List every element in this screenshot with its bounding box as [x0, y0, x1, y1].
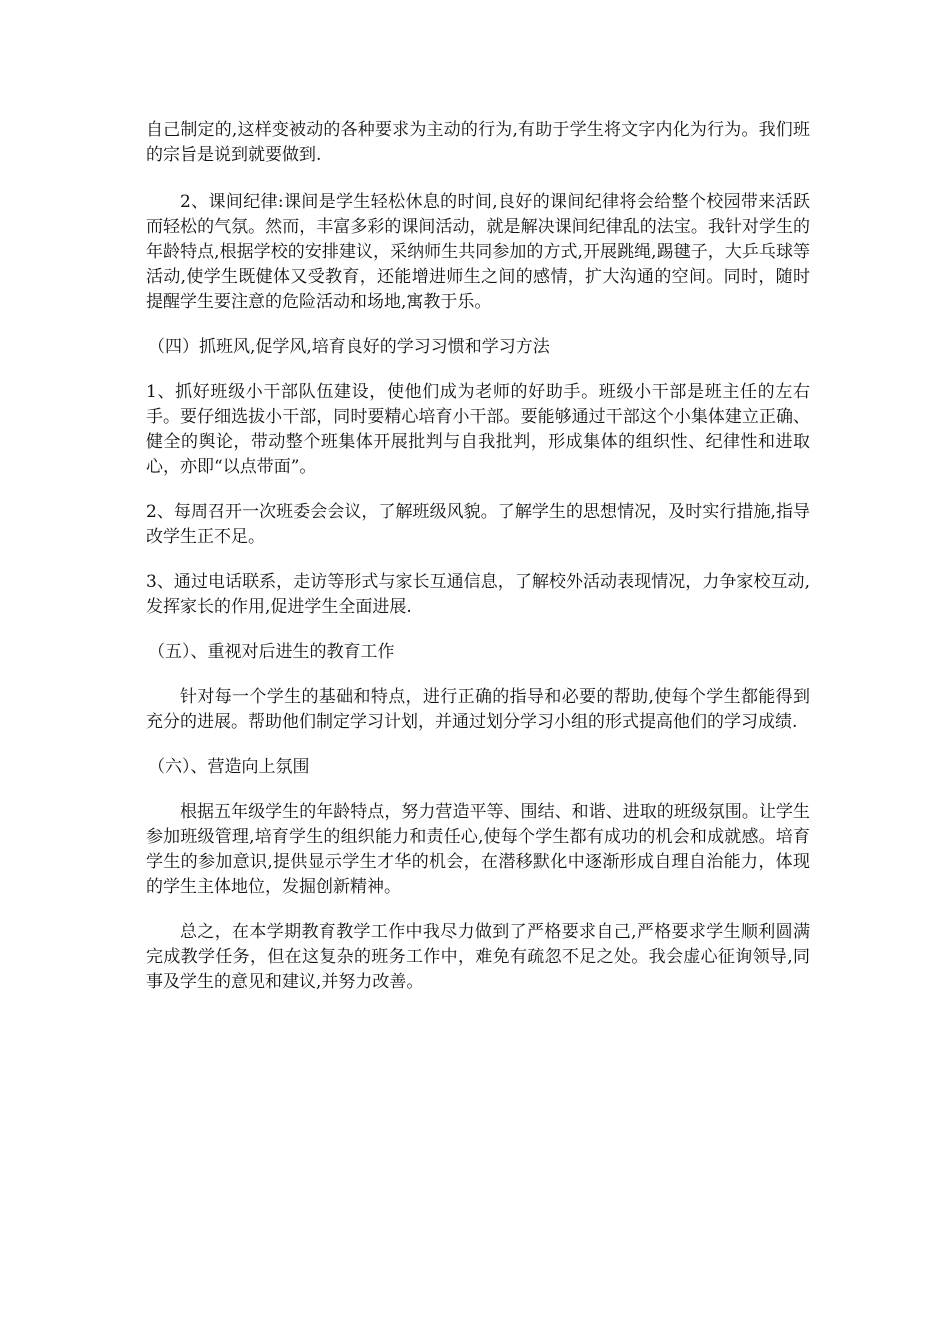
- list-item-3: 3、通过电话联系，走访等形式与家长互通信息，了解校外活动表现情况，力争家校互动,发挥家长的作用,促进学生全面进展.: [146, 572, 810, 617]
- section-heading-6: （六）、营造向上氛围: [148, 757, 310, 777]
- paragraph-section-5: 针对每一个学生的基础和特点，进行正确的指导和必要的帮助,使每个学生都能得到充分的进展。帮助他们制定学习计划，并通过划分学习小组的形式提高他们的学习成绩.: [146, 687, 810, 732]
- paragraph-section-6: 根据五年级学生的年龄特点，努力营造平等、围结、和谐、进取的班级氛围。让学生参加班级管理,培育学生的组织能力和责任心,使每个学生都有成功的机会和成就感。培育学生的参加意识,提供显示学生才华的机会，在潜移默化中逐渐形成自理自治能力，体现的学生主体地位，发掘创新精神。: [146, 802, 810, 897]
- list-item-1: 1、抓好班级小干部队伍建设，使他们成为老师的好助手。班级小干部是班主任的左右手。要仔细选拔小干部，同时要精心培育小干部。要能够通过干部这个小集体建立正确、健全的舆论，带动整个班集体开展批判与自我批判，形成集体的组织性、纪律性和进取心，亦即“以点带面”。: [146, 382, 810, 477]
- paragraph-recess-discipline: 2、课间纪律:课间是学生轻松休息的时间,良好的课间纪律将会给整个校园带来活跃而轻松的气氛。然而，丰富多彩的课间活动，就是解决课间纪律乱的法宝。我针对学生的年龄特点,根据学校的安排建议，采纳师生共同参加的方式,开展跳绳,踢毽子，大乒乓球等活动,使学生既健体又受教育，还能增进师生之间的感情，扩大沟通的空间。同时，随时提醒学生要注意的危险活动和场地,寓教于乐。: [146, 192, 810, 312]
- paragraph-continuation: 自己制定的,这样变被动的各种要求为主动的行为,有助于学生将文字内化为行为。我们班的宗旨是说到就要做到.: [146, 120, 810, 165]
- document-body: [146, 118, 810, 995]
- list-item-2: 2、每周召开一次班委会会议，了解班级风貌。了解学生的思想情况，及时实行措施,指导改学生正不足。: [146, 502, 810, 547]
- paragraph-conclusion: 总之，在本学期教育教学工作中我尽力做到了严格要求自己,严格要求学生顺利圆满完成教学任务，但在这复杂的班务工作中，难免有疏忽不足之处。我会虚心征询领导,同事及学生的意见和建议,并努力改善。: [146, 922, 810, 992]
- section-heading-5: （五）、重视对后进生的教育工作: [148, 642, 395, 662]
- section-heading-4: （四）抓班风,促学风,培育良好的学习习惯和学习方法: [148, 337, 550, 357]
